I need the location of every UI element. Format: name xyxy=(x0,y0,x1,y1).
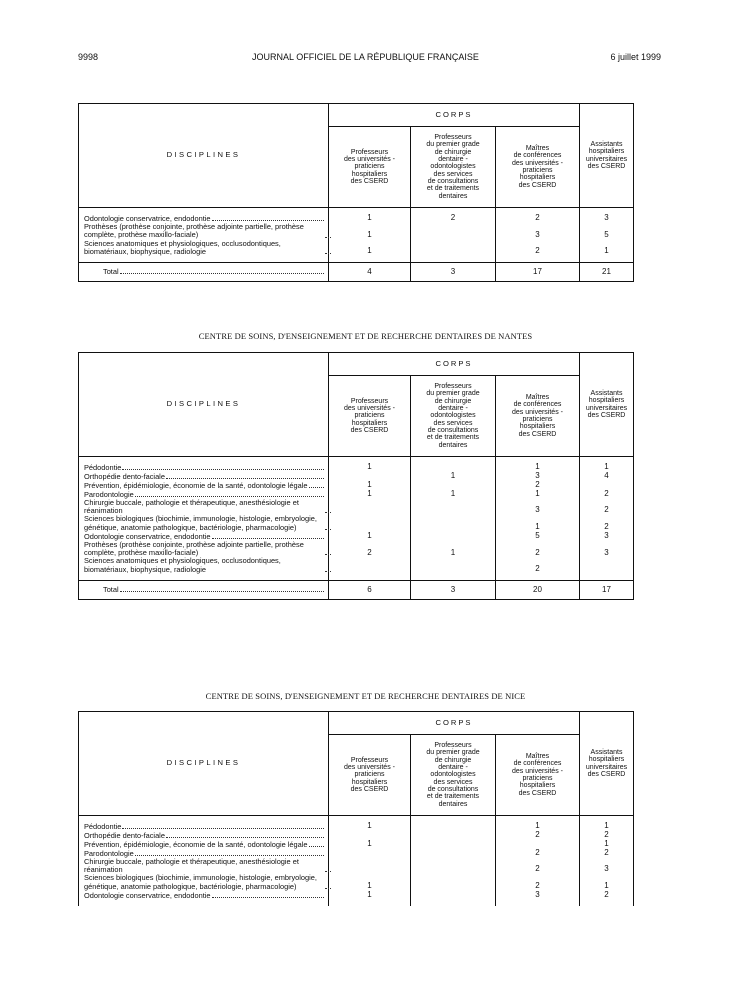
header-line: odontologistes xyxy=(430,412,476,420)
table-row xyxy=(79,822,634,831)
header-line: Professeurs xyxy=(350,756,389,764)
header-line: dentaire - xyxy=(438,404,468,412)
discipline-label: Odontologie conservatrice, endodontie xyxy=(84,213,211,223)
disciplines-header: DISCIPLINES xyxy=(79,104,329,208)
discipline-label: Sciences biologiques (biochimie, immunologie, histologie, embryologie, génétique, anatomie pathologique, bactériologie, pharmacologie) xyxy=(84,873,317,891)
dot-leader xyxy=(309,487,324,488)
discipline-cell xyxy=(79,831,329,840)
header-assistants xyxy=(580,353,634,457)
header-line: de consultations xyxy=(427,786,479,794)
dot-leader xyxy=(325,529,331,530)
value-cell: 2 xyxy=(580,831,634,840)
dot-leader xyxy=(135,855,324,856)
total-value-cell: 21 xyxy=(580,263,634,282)
header-line: de conférences xyxy=(513,760,562,768)
value-cell: 1 xyxy=(411,490,496,499)
value-cell: 1 xyxy=(411,541,496,558)
header-maitres xyxy=(496,735,580,816)
value-cell: 2 xyxy=(580,849,634,858)
value-cell xyxy=(411,223,496,240)
table-row xyxy=(79,499,634,516)
header-line: des universités - xyxy=(512,767,563,775)
discipline-cell xyxy=(79,223,329,240)
header-line: Assistants xyxy=(590,140,623,148)
header-line: dentaire - xyxy=(438,155,468,163)
total-value-cell: 4 xyxy=(329,263,411,282)
header-line: hospitaliers xyxy=(519,423,556,431)
discipline-cell xyxy=(79,240,329,257)
value-cell: 2 xyxy=(411,214,496,223)
value-cell: 5 xyxy=(580,223,634,240)
dot-leader xyxy=(135,496,324,497)
value-cell: 2 xyxy=(496,240,580,257)
discipline-label: Prothèses (prothèse conjointe, prothèse adjointe partielle, prothèse complète, prothèse maxillo-faciale) xyxy=(84,539,304,558)
value-cell: 1 xyxy=(496,822,580,831)
dot-leader xyxy=(120,273,324,274)
value-cell xyxy=(329,515,411,532)
total-label: Total xyxy=(103,584,119,594)
caption-nantes: CENTRE DE SOINS, D'ENSEIGNEMENT ET DE RECHERCHE DENTAIRES DE NANTES xyxy=(198,331,533,341)
header-line: de chirurgie xyxy=(434,756,472,764)
value-cell: 1 xyxy=(329,891,411,900)
value-cell xyxy=(411,532,496,541)
header-line: du premier grade xyxy=(426,141,480,149)
header-line: dentaire - xyxy=(438,763,468,771)
dot-leader xyxy=(325,871,331,872)
discipline-cell xyxy=(79,481,329,490)
dot-leader xyxy=(122,828,324,829)
header-line: Maîtres xyxy=(525,393,550,401)
discipline-cell xyxy=(79,822,329,831)
value-cell: 1 xyxy=(580,840,634,849)
table-3 xyxy=(78,711,634,906)
discipline-cell xyxy=(79,541,329,558)
header-line: praticiens xyxy=(354,412,385,420)
header-professeurs xyxy=(329,127,411,208)
value-cell xyxy=(411,515,496,532)
value-cell: 1 xyxy=(496,490,580,499)
header-professeurs xyxy=(329,376,411,457)
total-row xyxy=(79,263,634,282)
discipline-label: Sciences anatomiques et physiologiques, occlusodontiques, biomatériaux, biophysique, radiologie xyxy=(84,556,281,574)
header-line: Professeurs xyxy=(434,741,472,749)
total-cell xyxy=(79,263,329,282)
value-cell: 5 xyxy=(496,532,580,541)
header-line: et de traitements xyxy=(426,434,480,442)
value-cell: 2 xyxy=(496,831,580,840)
header-line: Professeurs xyxy=(434,382,472,390)
value-cell: 1 xyxy=(329,840,411,849)
header-line: universitaires xyxy=(585,763,628,771)
disciplines-header: DISCIPLINES xyxy=(79,712,329,816)
header-line: des CSERD xyxy=(587,770,626,778)
table-row xyxy=(79,840,634,849)
header-line: Professeurs xyxy=(350,397,389,405)
value-cell xyxy=(411,891,496,900)
discipline-label: Chirurgie buccale, pathologie et thérapeutique, anesthésiologie et réanimation xyxy=(84,856,299,875)
discipline-cell xyxy=(79,874,329,891)
header-line: des CSERD xyxy=(518,181,557,189)
discipline-label: Odontologie conservatrice, endodontie xyxy=(84,531,211,541)
value-cell: 1 xyxy=(496,515,580,532)
total-value-cell: 20 xyxy=(496,581,580,600)
disciplines-header: DISCIPLINES xyxy=(79,353,329,457)
header-line: universitaires xyxy=(585,404,628,412)
discipline-cell xyxy=(79,472,329,481)
header-line: de consultations xyxy=(427,427,479,435)
header-line: de consultations xyxy=(427,178,479,186)
page-number: 9998 xyxy=(78,52,99,62)
value-cell: 2 xyxy=(496,214,580,223)
discipline-cell xyxy=(79,499,329,516)
value-cell: 1 xyxy=(411,472,496,481)
value-cell: 2 xyxy=(580,490,634,499)
dot-leader xyxy=(309,846,324,847)
value-cell: 1 xyxy=(496,463,580,472)
header-line: des CSERD xyxy=(587,411,626,419)
value-cell: 2 xyxy=(580,499,634,516)
header-line: des CSERD xyxy=(518,789,557,797)
value-cell: 2 xyxy=(580,515,634,532)
header-line: des universités - xyxy=(344,763,395,771)
value-cell xyxy=(580,557,634,574)
table-row xyxy=(79,557,634,574)
spacer-row xyxy=(79,900,634,906)
header-line: praticiens xyxy=(522,775,553,782)
header-line: praticiens xyxy=(522,167,553,174)
discipline-label: Odontologie conservatrice, endodontie xyxy=(84,890,211,900)
value-cell: 2 xyxy=(496,557,580,574)
header-line: des universités - xyxy=(512,159,563,167)
value-cell: 2 xyxy=(496,858,580,875)
dot-leader xyxy=(325,571,331,572)
header-line: hospitaliers xyxy=(588,148,625,156)
discipline-label: Chirurgie buccale, pathologie et thérapeutique, anesthésiologie et réanimation xyxy=(84,497,299,516)
header-line: Assistants xyxy=(590,389,623,397)
total-cell xyxy=(79,581,329,600)
header-line: des CSERD xyxy=(587,162,626,170)
discipline-cell xyxy=(79,515,329,532)
header-line: et de traitements xyxy=(426,793,480,801)
total-value-cell: 6 xyxy=(329,581,411,600)
header-line: des CSERD xyxy=(350,786,389,794)
table-row xyxy=(79,831,634,840)
header-line: praticiens xyxy=(522,416,553,423)
dot-leader xyxy=(212,220,324,221)
total-label: Total xyxy=(103,266,119,276)
value-cell xyxy=(411,240,496,257)
table-row xyxy=(79,858,634,875)
value-cell xyxy=(411,874,496,891)
caption-nice: CENTRE DE SOINS, D'ENSEIGNEMENT ET DE RECHERCHE DENTAIRES DE NICE xyxy=(205,691,526,701)
table-row xyxy=(79,463,634,472)
value-cell: 1 xyxy=(329,223,411,240)
total-row xyxy=(79,581,634,600)
value-cell: 3 xyxy=(496,472,580,481)
value-cell xyxy=(411,858,496,875)
dot-leader xyxy=(166,478,324,479)
table-row xyxy=(79,891,634,900)
discipline-label: Parodontologie xyxy=(84,489,134,499)
value-cell: 2 xyxy=(580,891,634,900)
table-row xyxy=(79,240,634,257)
header-line: Professeurs xyxy=(434,133,472,141)
header-premier-grade xyxy=(411,127,496,208)
header-line: Professeurs xyxy=(350,148,389,156)
table-row xyxy=(79,515,634,532)
discipline-cell xyxy=(79,463,329,472)
value-cell: 2 xyxy=(496,541,580,558)
value-cell: 3 xyxy=(580,858,634,875)
value-cell: 1 xyxy=(580,463,634,472)
header-line: des services xyxy=(433,419,473,427)
value-cell xyxy=(329,849,411,858)
header-line: des universités - xyxy=(344,404,395,412)
value-cell xyxy=(411,499,496,516)
header-line: hospitaliers xyxy=(519,174,556,182)
dot-leader xyxy=(212,538,324,539)
value-cell xyxy=(329,858,411,875)
header-line: des services xyxy=(433,170,473,178)
dot-leader xyxy=(122,469,324,470)
value-cell: 1 xyxy=(580,240,634,257)
value-cell xyxy=(411,557,496,574)
header-line: de chirurgie xyxy=(434,148,472,156)
header-line: et de traitements xyxy=(426,185,480,193)
discipline-label: Prothèses (prothèse conjointe, prothèse adjointe partielle, prothèse complète, prothèse maxillo-faciale) xyxy=(84,221,304,240)
value-cell xyxy=(411,831,496,840)
total-value-cell: 3 xyxy=(411,581,496,600)
value-cell: 3 xyxy=(580,532,634,541)
value-cell: 3 xyxy=(496,223,580,240)
dot-leader xyxy=(166,837,324,838)
discipline-label: Prévention, épidémiologie, économie de la santé, odontologie légale xyxy=(84,480,308,490)
corps-header: CORPS xyxy=(329,353,580,376)
dot-leader xyxy=(325,253,331,254)
value-cell: 3 xyxy=(580,214,634,223)
total-value-cell: 3 xyxy=(411,263,496,282)
total-value-cell: 17 xyxy=(496,263,580,282)
discipline-label: Pédodontie xyxy=(84,821,122,831)
value-cell: 2 xyxy=(496,849,580,858)
value-cell: 1 xyxy=(329,240,411,257)
corps-header: CORPS xyxy=(329,104,580,127)
dot-leader xyxy=(212,897,324,898)
header-line: Assistants xyxy=(590,748,623,756)
table-2 xyxy=(78,352,634,600)
value-cell: 1 xyxy=(329,463,411,472)
header-premier-grade xyxy=(411,735,496,816)
header-line: hospitaliers xyxy=(351,419,388,427)
header-maitres xyxy=(496,376,580,457)
header-line: des CSERD xyxy=(518,430,557,438)
header-premier-grade xyxy=(411,376,496,457)
total-value-cell: 17 xyxy=(580,581,634,600)
dot-leader xyxy=(120,591,324,592)
header-line: des CSERD xyxy=(350,427,389,435)
value-cell: 1 xyxy=(329,532,411,541)
value-cell: 2 xyxy=(496,481,580,490)
discipline-cell xyxy=(79,858,329,875)
discipline-label: Pédodontie xyxy=(84,462,122,472)
value-cell xyxy=(329,499,411,516)
header-line: dentaires xyxy=(438,800,468,808)
table-1 xyxy=(78,103,634,282)
value-cell: 3 xyxy=(496,499,580,516)
discipline-cell xyxy=(79,557,329,574)
value-cell: 1 xyxy=(580,822,634,831)
header-line: des universités - xyxy=(344,155,395,163)
value-cell: 3 xyxy=(580,541,634,558)
value-cell xyxy=(329,557,411,574)
table-row xyxy=(79,472,634,481)
header-line: du premier grade xyxy=(426,390,480,398)
value-cell: 1 xyxy=(329,822,411,831)
header-line: des services xyxy=(433,778,473,786)
header-line: des CSERD xyxy=(350,178,389,186)
header-line: dentaires xyxy=(438,441,468,449)
header-line: hospitaliers xyxy=(588,756,625,764)
header-line: odontologistes xyxy=(430,771,476,779)
value-cell: 1 xyxy=(329,214,411,223)
discipline-label: Orthopédie dento-faciale xyxy=(84,830,165,840)
dot-leader xyxy=(325,237,331,238)
header-line: universitaires xyxy=(585,155,628,163)
value-cell: 4 xyxy=(580,472,634,481)
header-line: de chirurgie xyxy=(434,397,472,405)
discipline-label: Orthopédie dento-faciale xyxy=(84,471,165,481)
header-assistants xyxy=(580,712,634,816)
header-line: praticiens xyxy=(354,771,385,779)
discipline-label: Parodontologie xyxy=(84,848,134,858)
header-line: praticiens xyxy=(354,163,385,171)
discipline-cell xyxy=(79,891,329,900)
header-line: odontologistes xyxy=(430,163,476,171)
header-assistants xyxy=(580,104,634,208)
value-cell: 3 xyxy=(496,891,580,900)
header-line: des universités - xyxy=(512,408,563,416)
discipline-cell xyxy=(79,840,329,849)
header-line: de conférences xyxy=(513,152,562,160)
value-cell xyxy=(411,822,496,831)
header-professeurs xyxy=(329,735,411,816)
table-row xyxy=(79,874,634,891)
header-line: Maîtres xyxy=(525,752,550,760)
value-cell: 2 xyxy=(496,874,580,891)
corps-header: CORPS xyxy=(329,712,580,735)
header-line: hospitaliers xyxy=(351,778,388,786)
value-cell: 2 xyxy=(329,541,411,558)
header-line: hospitaliers xyxy=(519,782,556,790)
value-cell xyxy=(411,849,496,858)
table-row xyxy=(79,541,634,558)
value-cell xyxy=(411,840,496,849)
dot-leader xyxy=(325,554,331,555)
value-cell: 1 xyxy=(329,490,411,499)
journal-title: JOURNAL OFFICIEL DE LA RÉPUBLIQUE FRANÇAISE xyxy=(252,52,479,62)
header-line: de conférences xyxy=(513,401,562,409)
header-line: hospitaliers xyxy=(588,397,625,405)
discipline-label: Sciences biologiques (biochimie, immunologie, histologie, embryologie, génétique, anatomie pathologique, bactériologie, pharmacologie) xyxy=(84,514,317,532)
table-row xyxy=(79,223,634,240)
publication-date: 6 juillet 1999 xyxy=(610,52,661,62)
discipline-label: Prévention, épidémiologie, économie de la santé, odontologie légale xyxy=(84,839,308,849)
header-maitres xyxy=(496,127,580,208)
dot-leader xyxy=(325,512,331,513)
header-line: Maîtres xyxy=(525,144,550,152)
header-line: hospitaliers xyxy=(351,170,388,178)
header-line: du premier grade xyxy=(426,749,480,757)
dot-leader xyxy=(325,888,331,889)
table-row xyxy=(79,481,634,490)
value-cell: 1 xyxy=(329,874,411,891)
value-cell: 1 xyxy=(329,481,411,490)
header-line: dentaires xyxy=(438,192,468,200)
value-cell: 1 xyxy=(580,874,634,891)
discipline-label: Sciences anatomiques et physiologiques, occlusodontiques, biomatériaux, biophysique, radiologie xyxy=(84,238,281,256)
